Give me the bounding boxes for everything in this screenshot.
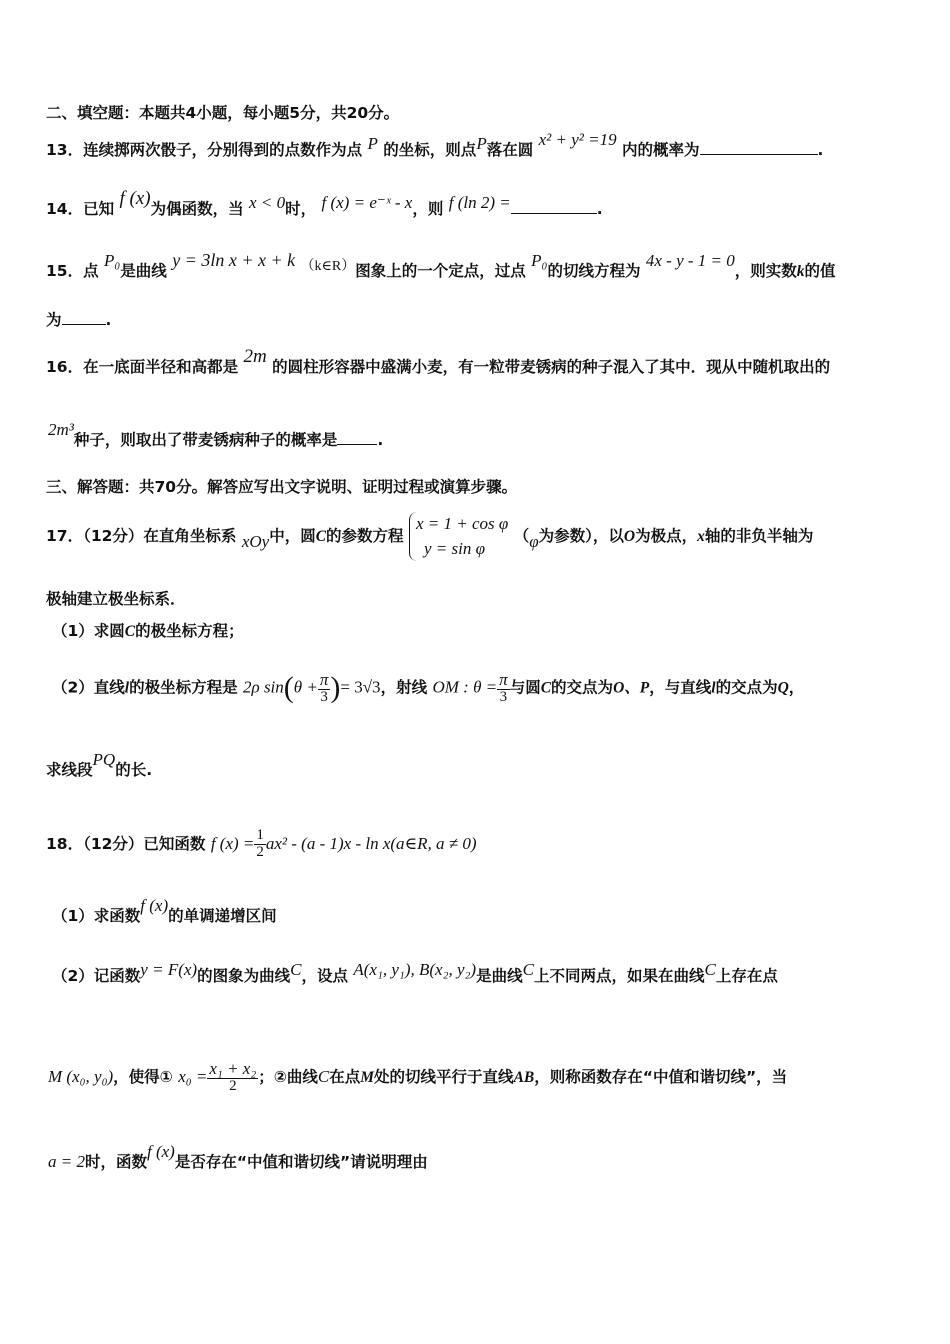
- q15-point-p0: P₀: [104, 251, 121, 270]
- q17-pi-num: π: [319, 669, 329, 689]
- q18-fdef-prefix: f (x) =: [210, 833, 255, 853]
- q18-part-1-text-a: （1）求函数: [52, 907, 141, 925]
- q15-text-2: 是曲线: [120, 262, 167, 280]
- q18-a-eq-2: a = 2: [48, 1152, 85, 1171]
- q17-text-1: 中，圆: [269, 527, 316, 546]
- q17-points-op: O、P: [613, 679, 650, 697]
- q17-part-1: [52, 622, 910, 642]
- q17-part-2-text-d: 与圆: [509, 678, 541, 697]
- q17-part-2-text-e: 的交点为: [551, 678, 614, 697]
- q17-segment-pq: PQ: [92, 750, 116, 769]
- q14-end: .: [596, 200, 603, 218]
- q18-part-2-text-d: 是曲线: [476, 967, 523, 985]
- q17-phi: φ: [529, 532, 539, 552]
- q17-points: （12分）在直角坐标系: [83, 527, 237, 546]
- q13-circle-equation: x² + y² =19: [538, 130, 617, 149]
- q18-part-2-text-h: ；②曲线: [258, 1067, 318, 1086]
- q15-tangent-line: 4x - y - 1 = 0: [645, 251, 735, 270]
- question-15-cont: [46, 310, 910, 330]
- q13-text-3: 落在圆: [486, 141, 534, 159]
- q17-param-eq-2: y = sin φ: [423, 538, 485, 558]
- question-17: [46, 512, 910, 561]
- q14-function-expr: f (x) = e⁻ˣ - x: [321, 193, 413, 212]
- q17-part-1-text-b: 的极坐标方程；: [135, 622, 244, 640]
- q17-param-system: [409, 512, 508, 561]
- q17-part-2-text-a: （2）直线: [52, 678, 125, 697]
- q17-part-2-text-i: 求线段: [46, 761, 93, 779]
- q17-polar-theta: θ +: [293, 677, 318, 697]
- q16-end: .: [377, 431, 384, 449]
- q18-points-ab: A(x₁, y₁), B(x₂, y₂): [353, 960, 477, 979]
- q16-text-3: 种子，则取出了带麦锈病种子的概率是: [73, 431, 338, 449]
- q17-ray-pi: π: [499, 669, 508, 689]
- q17-text-3: （: [513, 527, 530, 546]
- question-14: [46, 188, 910, 221]
- q17-line-l: l: [124, 679, 130, 697]
- q17-text-6: 轴的非负半轴为: [704, 527, 814, 546]
- question-16-cont: [48, 420, 910, 450]
- q17-polar-prefix: 2ρ sin: [243, 677, 284, 697]
- q18-y-eq-fx: y = F(x): [140, 960, 198, 979]
- q18-part-2-text-g: ，使得①: [113, 1067, 173, 1086]
- q17-xoy: xOy: [241, 532, 270, 552]
- section-2-header-text: 二、填空题：本题共4小题，每小题5分，共20分。: [46, 104, 400, 122]
- q18-part-2: [52, 960, 910, 986]
- q17-part-2-text-j: 的长.: [115, 761, 153, 779]
- q15-end: .: [105, 311, 112, 329]
- q15-number: 15．: [46, 262, 84, 280]
- q16-answer-blank[interactable]: [337, 430, 377, 445]
- q15-text-5: ，则实数: [734, 262, 797, 280]
- q18-midpoint-fraction: [207, 1060, 258, 1095]
- q17-three-den: 3: [320, 688, 328, 705]
- q17-part-2-text-c: ，射线: [380, 678, 428, 697]
- q18-curve-c: C: [290, 960, 302, 979]
- q13-point-p-2: P: [476, 134, 487, 153]
- q18-m-bold: M: [360, 1068, 375, 1086]
- q15-text-6: 的值: [804, 262, 836, 280]
- question-13: [46, 130, 910, 160]
- q18-curve-c-2: C: [522, 960, 534, 979]
- q15-point-p0-2: P₀: [531, 251, 548, 270]
- q14-answer-blank[interactable]: [511, 199, 597, 214]
- q18-part-2-text-b: 的图象为曲线: [197, 967, 291, 985]
- q13-text-2: 的坐标，则点: [383, 141, 477, 159]
- q16-volume: 2m³: [48, 420, 74, 439]
- q18-half-den: 2: [256, 843, 264, 860]
- q13-number: 13．: [46, 141, 84, 159]
- q18-fx-2: f (x): [147, 1142, 175, 1161]
- q13-answer-blank[interactable]: [700, 140, 818, 155]
- q18-half-num: 1: [256, 827, 264, 843]
- q14-condition: x < 0: [249, 193, 286, 212]
- q15-curve-equation: y = 3ln x + x + k: [172, 250, 296, 270]
- q18-part-2-text-l: 时，函数: [84, 1153, 147, 1171]
- q18-part-2-text-c: ，设点: [301, 967, 348, 985]
- q18-part-2-text-e: 上不同两点，如果在曲线: [533, 967, 705, 985]
- q15-k: k: [796, 263, 805, 280]
- q14-fx: f (x): [119, 188, 151, 209]
- q15-condition: （k∈R）: [300, 259, 356, 274]
- q17-part-1-text-a: （1）求圆: [52, 622, 125, 640]
- q15-answer-blank[interactable]: [62, 310, 106, 325]
- q18-fdef-body: ax² - (a - 1)x - ln x(a∈R, a ≠ 0): [265, 833, 477, 853]
- q17-number: 17．: [46, 527, 84, 546]
- q18-half: [254, 828, 266, 861]
- q17-part-2-text-b: 的极坐标方程是: [129, 678, 238, 697]
- q18-part-2-text-i: 在点: [329, 1067, 361, 1086]
- q17-part-2-text-f: ，与直线: [649, 678, 712, 697]
- q17-text-4: 为参数），以: [538, 527, 624, 546]
- q17-part-2: （2）直线l的极坐标方程是 2ρ sin(θ + $\frac{\pi}{3}$ )= 3√3，射线 OM : θ = $\frac{\pi}{3}$ 与圆C的交点为O、P，与直线l的交点为Q，: [52, 669, 805, 705]
- q18-fx: f (x): [140, 896, 169, 915]
- q18-part-2-text-f: 上存在点: [715, 967, 778, 985]
- q17-ray-fraction: [497, 671, 510, 706]
- q17-text-2: 的参数方程: [326, 527, 404, 546]
- question-18: [46, 828, 910, 861]
- q17-text-5: 为极点，: [635, 527, 698, 546]
- q18-curve-c-3: C: [704, 960, 716, 979]
- question-17-cont: [46, 590, 910, 609]
- q17-part-2-c: C: [540, 679, 552, 697]
- q14-text-4: ，则: [412, 200, 444, 218]
- q15-text-1: 点: [83, 262, 99, 280]
- q18-point-m: M (x₀, y₀): [48, 1066, 114, 1086]
- q18-part-2-text-a: （2）记函数: [52, 967, 141, 985]
- q13-end: .: [817, 141, 824, 159]
- question-16: [46, 346, 910, 379]
- q13-text-1: 连续掷两次骰子，分别得到的点数作为点: [83, 141, 363, 159]
- q14-text-3: 时，: [285, 200, 317, 218]
- q16-text-1: 在一底面半径和高都是: [83, 358, 239, 376]
- q18-curve-c-4: C: [317, 1066, 330, 1086]
- q18-two: 2: [229, 1077, 237, 1094]
- q17-param-eq-1: x = 1 + cos φ: [415, 514, 509, 533]
- q18-part-2-text-m: 是否存在“中值和谐切线”请说明理由: [174, 1153, 428, 1171]
- q17-part-2-text-h: ，: [788, 678, 805, 697]
- q18-line-ab: AB: [513, 1068, 535, 1086]
- q18-number: 18．: [46, 834, 84, 853]
- q17-part-1-c: C: [124, 623, 136, 640]
- q17-part-2-text-g: 的交点为: [715, 678, 778, 697]
- q17-point-q: Q: [777, 679, 789, 697]
- q18-x0: x₀ =: [178, 1066, 208, 1086]
- q17-line-l-2: l: [711, 679, 716, 697]
- q18-x1-plus-x2: x₁ + x₂: [209, 1059, 257, 1078]
- q16-number: 16．: [46, 358, 84, 376]
- q16-text-2: 的圆柱形容器中盛满小麦，有一粒带麦锈病的种子混入了其中．现从中随机取出的: [272, 358, 831, 376]
- section-2-header: [46, 104, 910, 123]
- q17-pi-over-3: [318, 671, 331, 706]
- q18-part-2-cont: [48, 1060, 910, 1095]
- q18-part-2-end: [48, 1142, 910, 1172]
- q18-part-2-text-j: 处的切线平行于直线: [374, 1067, 514, 1086]
- q15-text-3: 图象上的一个定点，过点: [355, 262, 526, 280]
- q15-text-7: 为: [46, 311, 62, 329]
- q14-number: 14．: [46, 200, 84, 218]
- q14-text-2: 为偶函数，当: [150, 200, 244, 218]
- q13-point-p: P: [367, 134, 378, 153]
- q16-radius: 2m: [243, 346, 267, 367]
- q17-x-axis: x: [697, 528, 705, 546]
- q17-text-7: 极轴建立极坐标系．: [46, 590, 186, 608]
- q17-part-2-cont: [46, 750, 910, 780]
- q13-text-4: 内的概率为: [622, 141, 700, 159]
- q17-ray-om: OM : θ =: [432, 677, 498, 697]
- q14-ask: f (ln 2) =: [448, 193, 511, 212]
- q15-text-4: 的切线方程为: [547, 262, 641, 280]
- q18-part-1: [52, 896, 910, 926]
- q17-polar-rhs: = 3√3: [340, 677, 381, 697]
- section-3-header: [46, 478, 910, 497]
- q17-pole-o: O: [623, 528, 636, 546]
- q18-part-1-text-b: 的单调递增区间: [168, 907, 277, 925]
- q18-part-2-text-k: ，则称函数存在“中值和谐切线”，当: [534, 1067, 788, 1086]
- q14-text-1: 已知: [83, 200, 115, 218]
- section-3-header-text: 三、解答题：共70分。解答应写出文字说明、证明过程或演算步骤。: [46, 478, 518, 496]
- question-15: [46, 250, 910, 282]
- q17-circle-c: C: [315, 528, 327, 546]
- q18-points: （12分）已知函数: [83, 834, 206, 853]
- q17-ray-three: 3: [499, 688, 508, 705]
